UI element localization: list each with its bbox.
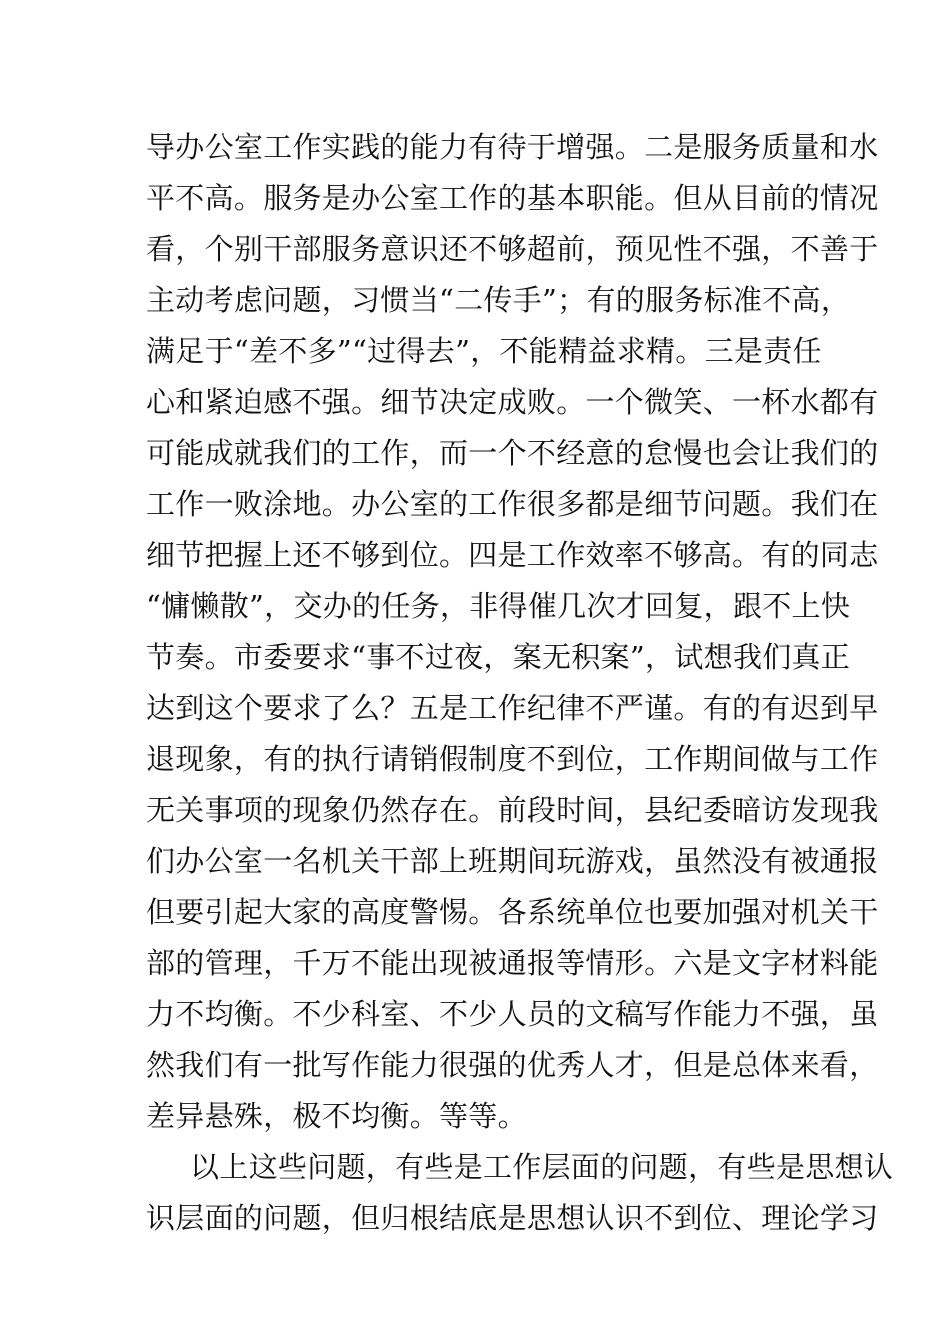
text-line: 以上这些问题，有些是工作层面的问题，有些是思想认 [190, 1150, 894, 1184]
text-line: “慵懒散”，交办的任务，非得催几次才回复，跟不上快 [146, 589, 851, 623]
text-line: 满足于“差不多”“过得去”，不能精益求精。三是责任 [146, 334, 822, 368]
text-line: 细节把握上还不够到位。四是工作效率不够高。有的同志 [146, 538, 879, 572]
text-line: 力不均衡。不少科室、不少人员的文稿写作能力不强，虽 [146, 997, 879, 1031]
text-line: 导办公室工作实践的能力有待于增强。二是服务质量和水 [146, 130, 879, 164]
text-line: 平不高。服务是办公室工作的基本职能。但从目前的情况 [146, 181, 879, 215]
text-line: 工作一败涂地。办公室的工作很多都是细节问题。我们在 [146, 487, 879, 521]
text-line: 主动考虑问题，习惯当“二传手”；有的服务标准不高， [146, 283, 851, 317]
text-line: 无关事项的现象仍然存在。前段时间，县纪委暗访发现我 [146, 793, 879, 827]
text-line: 可能成就我们的工作，而一个不经意的怠慢也会让我们的 [146, 436, 879, 470]
text-line: 但要引起大家的高度警惕。各系统单位也要加强对机关干 [146, 895, 879, 929]
text-line: 看，个别干部服务意识还不够超前，预见性不强，不善于 [146, 232, 879, 266]
text-line: 达到这个要求了么？五是工作纪律不严谨。有的有迟到早 [146, 691, 879, 725]
text-line: 差异悬殊，极不均衡。等等。 [146, 1099, 527, 1133]
text-line: 心和紧迫感不强。细节决定成败。一个微笑、一杯水都有 [146, 385, 879, 419]
text-line: 们办公室一名机关干部上班期间玩游戏，虽然没有被通报 [146, 844, 879, 878]
text-line: 节奏。市委要求“事不过夜，案无积案”，试想我们真正 [146, 640, 851, 674]
text-line: 部的管理，千万不能出现被通报等情形。六是文字材料能 [146, 946, 879, 980]
text-line: 识层面的问题，但归根结底是思想认识不到位、理论学习 [146, 1201, 879, 1235]
text-line: 退现象，有的执行请销假制度不到位，工作期间做与工作 [146, 742, 879, 776]
text-line: 然我们有一批写作能力很强的优秀人才，但是总体来看， [146, 1048, 879, 1082]
